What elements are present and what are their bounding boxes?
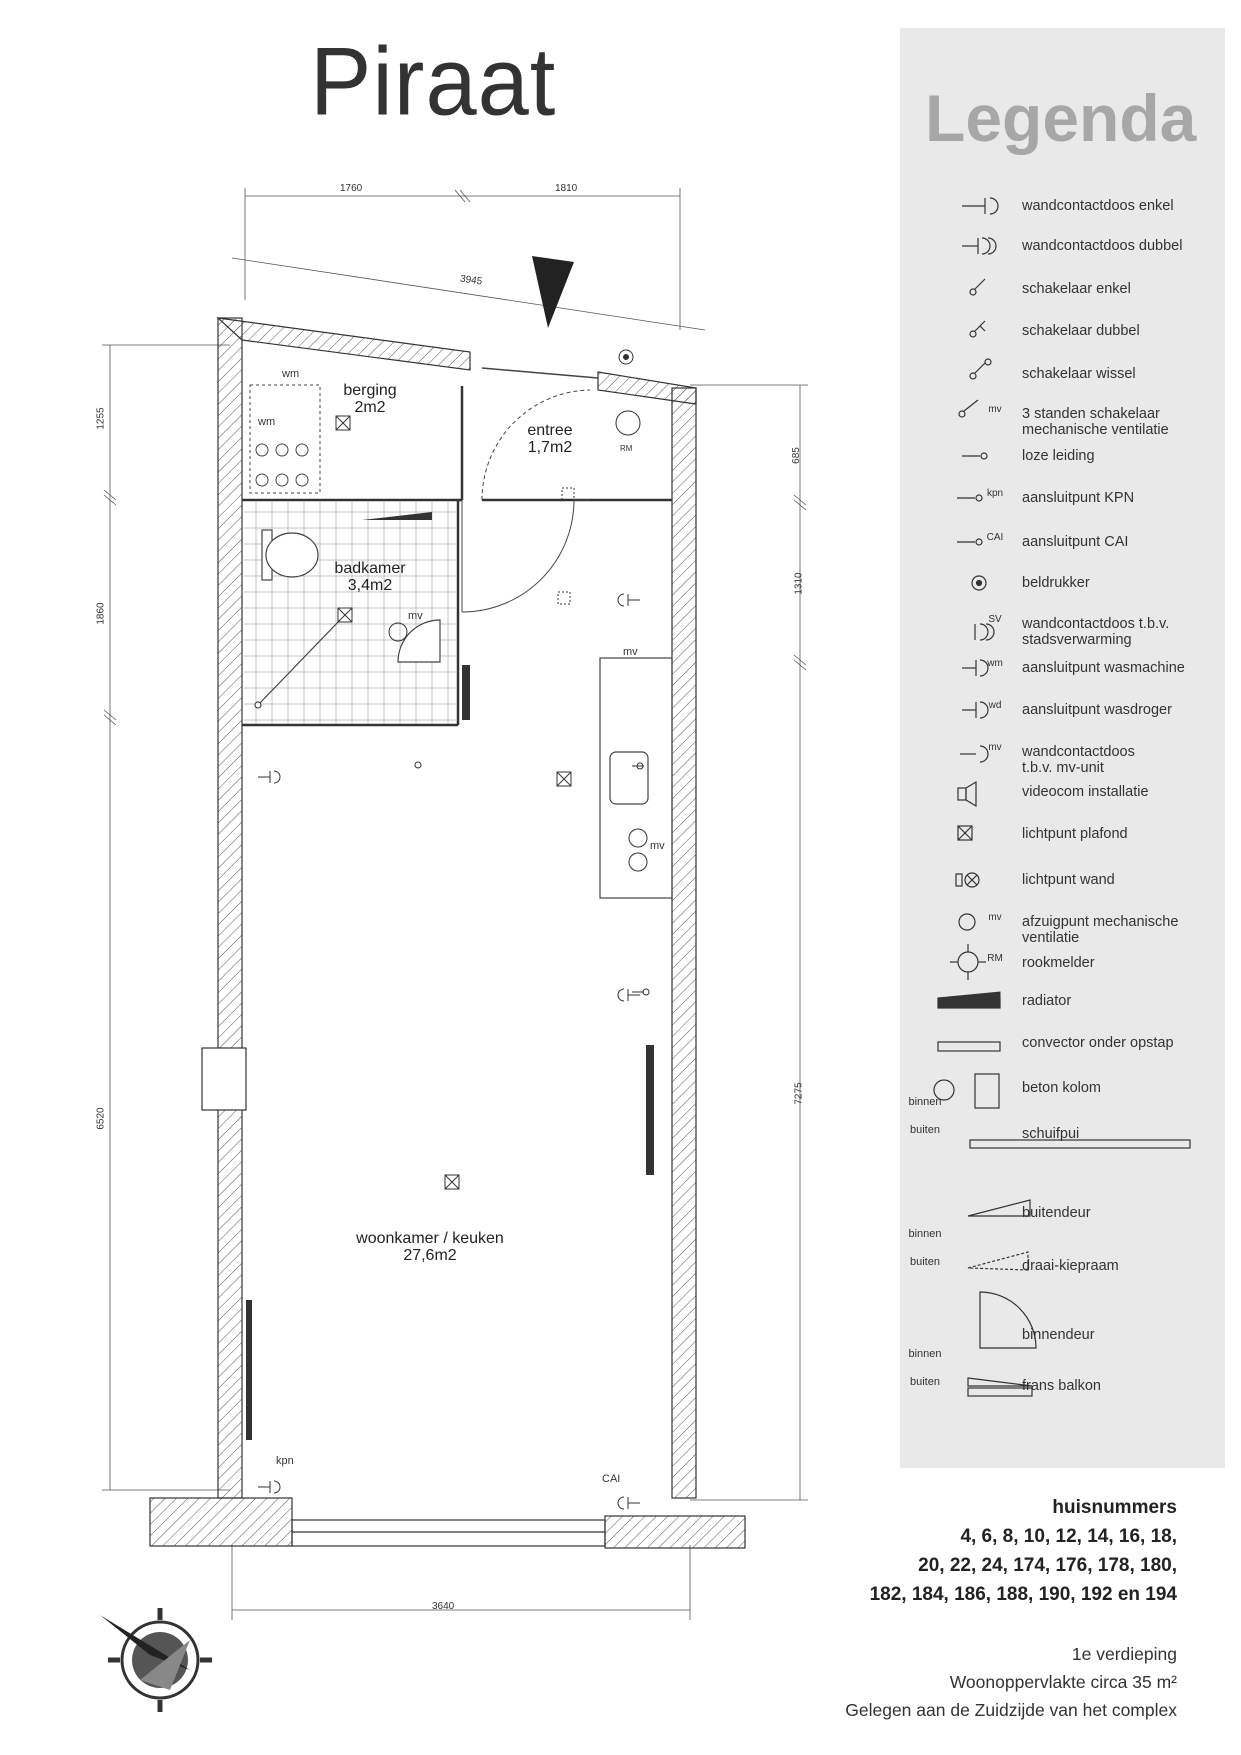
room-area: 2m2 xyxy=(354,399,386,416)
legend-label: aansluitpunt CAI xyxy=(1022,534,1129,550)
room-berging xyxy=(320,382,420,416)
videocom-icon xyxy=(955,784,1015,800)
legend-item xyxy=(1022,238,1222,254)
living-area: Woonoppervlakte circa 35 m² xyxy=(949,1672,1177,1692)
mv-label: mv xyxy=(408,610,423,622)
legend-label: draai-kiepraam xyxy=(1022,1258,1119,1274)
legend-label: afzuigpunt mechanische ventilatie xyxy=(1022,914,1179,946)
house-numbers-heading: huisnummers xyxy=(1052,1497,1177,1518)
dim-left-bottom: 6520 xyxy=(95,1107,107,1130)
legend-label: loze leiding xyxy=(1022,448,1095,464)
legend-heading: Legenda xyxy=(925,81,1197,155)
legend-symbol-text: SV xyxy=(988,614,1002,625)
legend-item xyxy=(1022,1080,1222,1096)
legend-label: schakelaar dubbel xyxy=(1022,323,1140,339)
legend-label: 3 standen schakelaar mechanische ventilatie xyxy=(1022,406,1169,438)
legend-item xyxy=(1022,1258,1222,1274)
legend-label: frans balkon xyxy=(1022,1378,1101,1394)
floor-level: 1e verdieping xyxy=(1071,1644,1177,1664)
legend-item xyxy=(1022,826,1222,842)
legend-item xyxy=(1022,744,1222,776)
wm-label: wm xyxy=(258,416,276,428)
legend-symbol-text: wm xyxy=(987,658,1003,669)
empty-conduit-icon xyxy=(955,448,1015,464)
legend-symbol-text: mv xyxy=(988,912,1002,923)
legend-label: convector onder opstap xyxy=(1022,1035,1174,1051)
page-title: Piraat xyxy=(310,28,557,136)
room-name: badkamer xyxy=(334,560,406,577)
legend-outside-text: buiten xyxy=(910,1124,940,1136)
radiator-icon xyxy=(955,993,1015,1009)
legend-label: aansluitpunt KPN xyxy=(1022,490,1135,506)
legend-outside-text: buiten xyxy=(910,1376,940,1388)
double-switch-icon xyxy=(955,323,1015,339)
location-note: Gelegen aan de Zuidzijde van het complex xyxy=(845,1700,1177,1720)
legend-inside-text: binnen xyxy=(908,1096,942,1108)
doorbell-icon xyxy=(955,575,1015,591)
dim-diagonal: 3945 xyxy=(459,273,483,288)
legend-outside-text: buiten xyxy=(910,1256,940,1268)
legend-symbol-text: kpn xyxy=(986,488,1004,499)
legend-item xyxy=(1022,784,1222,800)
wall-light-icon xyxy=(955,872,1015,888)
dim-top-right: 1810 xyxy=(555,183,578,194)
legend-symbol-text: wd xyxy=(988,700,1002,711)
dim-right-bottom: 7275 xyxy=(793,1082,805,1105)
room-name: berging xyxy=(343,382,397,399)
dim-top-left: 1760 xyxy=(340,183,363,194)
legend-label: wandcontactdoos dubbel xyxy=(1022,238,1183,254)
dim-left-top: 1255 xyxy=(95,407,107,430)
doors xyxy=(462,368,598,612)
orientation-marker xyxy=(532,256,574,328)
legend-label: wandcontactdoos t.b.v. stadsverwarming xyxy=(1022,616,1170,648)
single-switch-icon xyxy=(955,281,1015,297)
room-area: 3,4m2 xyxy=(347,577,393,594)
dim-bottom: 3640 xyxy=(432,1601,455,1612)
legend-label: wandcontactdoos t.b.v. mv-unit xyxy=(1022,744,1135,776)
legend-symbol-text: CAI xyxy=(986,532,1004,543)
double-socket-icon xyxy=(955,238,1015,254)
exterior-door-icon xyxy=(955,1205,1015,1221)
house-numbers-line: 20, 22, 24, 174, 176, 178, 180, xyxy=(918,1555,1177,1576)
legend-label: beton kolom xyxy=(1022,1080,1101,1096)
legend-label: wandcontactdoos enkel xyxy=(1022,198,1174,214)
sliding-door-icon xyxy=(955,1126,1015,1142)
room-entree xyxy=(505,422,595,456)
room-area: 1,7m2 xyxy=(527,439,573,456)
legend-label: buitendeur xyxy=(1022,1205,1091,1221)
dim-right-mid: 1310 xyxy=(793,572,805,595)
mv-label: mv xyxy=(623,646,638,658)
unit-info xyxy=(845,1640,1177,1724)
rm-label: RM xyxy=(620,444,633,453)
legend-item xyxy=(1022,448,1222,464)
legend-label: aansluitpunt wasmachine xyxy=(1022,660,1185,676)
legend-item xyxy=(1022,914,1222,946)
legend-label: schakelaar wissel xyxy=(1022,366,1136,382)
legend-item xyxy=(1022,616,1222,648)
legend-item xyxy=(1022,872,1222,888)
dim-right-top: 685 xyxy=(790,447,802,464)
wm-label: wm xyxy=(282,368,300,380)
legend-item xyxy=(1022,281,1222,297)
legend-label: radiator xyxy=(1022,993,1072,1009)
house-numbers-line: 4, 6, 8, 10, 12, 14, 16, 18, xyxy=(960,1526,1177,1547)
legend-symbol-text: mv xyxy=(988,742,1002,753)
legend-label: binnendeur xyxy=(1022,1327,1095,1343)
room-name: woonkamer / keuken xyxy=(356,1230,504,1247)
legend-label: videocom installatie xyxy=(1022,784,1149,800)
compass-emblem xyxy=(100,1608,212,1712)
cai-label: CAI xyxy=(602,1473,621,1485)
kitchen-counter xyxy=(600,658,672,898)
kpn-label: kpn xyxy=(276,1455,294,1467)
legend-item xyxy=(1022,993,1222,1009)
legend-item xyxy=(1022,955,1222,971)
legend-label: lichtpunt wand xyxy=(1022,872,1115,888)
legend-label: lichtpunt plafond xyxy=(1022,826,1128,842)
storage-fixtures xyxy=(250,385,320,493)
legend-label: schuifpui xyxy=(1022,1126,1080,1142)
dimension-lines xyxy=(102,188,808,1620)
legend-inside-text: binnen xyxy=(908,1228,942,1240)
single-socket-icon xyxy=(955,198,1015,214)
legend-item xyxy=(1022,702,1222,718)
ceiling-light-icon xyxy=(955,826,1015,842)
legend-label: aansluitpunt wasdroger xyxy=(1022,702,1172,718)
legend-item xyxy=(1022,406,1222,438)
bathroom-tiles xyxy=(244,502,456,723)
legend-item xyxy=(1022,534,1222,550)
legend-item xyxy=(1022,660,1222,676)
legend-item xyxy=(1022,198,1222,214)
legend-inside-text: binnen xyxy=(908,1348,942,1360)
room-badkamer xyxy=(310,560,430,594)
legend-item xyxy=(1022,366,1222,382)
concrete-column-icon xyxy=(955,1080,1015,1096)
legend-item xyxy=(1022,490,1222,506)
room-name: entree xyxy=(527,422,573,439)
legend-symbol-text: RM xyxy=(987,953,1003,964)
legend-item xyxy=(1022,1126,1222,1142)
dim-left-mid: 1860 xyxy=(95,602,107,625)
legend-item xyxy=(1022,1035,1222,1051)
interior-door-icon xyxy=(955,1327,1015,1343)
legend-item xyxy=(1022,1378,1222,1394)
room-woonkamer xyxy=(330,1230,530,1264)
legend-item xyxy=(1022,575,1222,591)
convector-icon xyxy=(955,1035,1015,1051)
legend-label: beldrukker xyxy=(1022,575,1090,591)
toggle-switch-icon xyxy=(955,366,1015,382)
legend-item xyxy=(1022,1327,1222,1343)
house-numbers-line: 182, 184, 186, 188, 190, 192 en 194 xyxy=(869,1584,1177,1605)
french-balcony-icon xyxy=(955,1378,1015,1394)
legend-item xyxy=(1022,1205,1222,1221)
legend-label: schakelaar enkel xyxy=(1022,281,1131,297)
house-numbers xyxy=(870,1493,1177,1609)
legend-item xyxy=(1022,323,1222,339)
mv-label: mv xyxy=(650,840,665,852)
room-area: 27,6m2 xyxy=(403,1247,457,1264)
legend-symbol-text: mv xyxy=(988,404,1002,415)
tilt-turn-window-icon xyxy=(955,1258,1015,1274)
legend-label: rookmelder xyxy=(1022,955,1095,971)
